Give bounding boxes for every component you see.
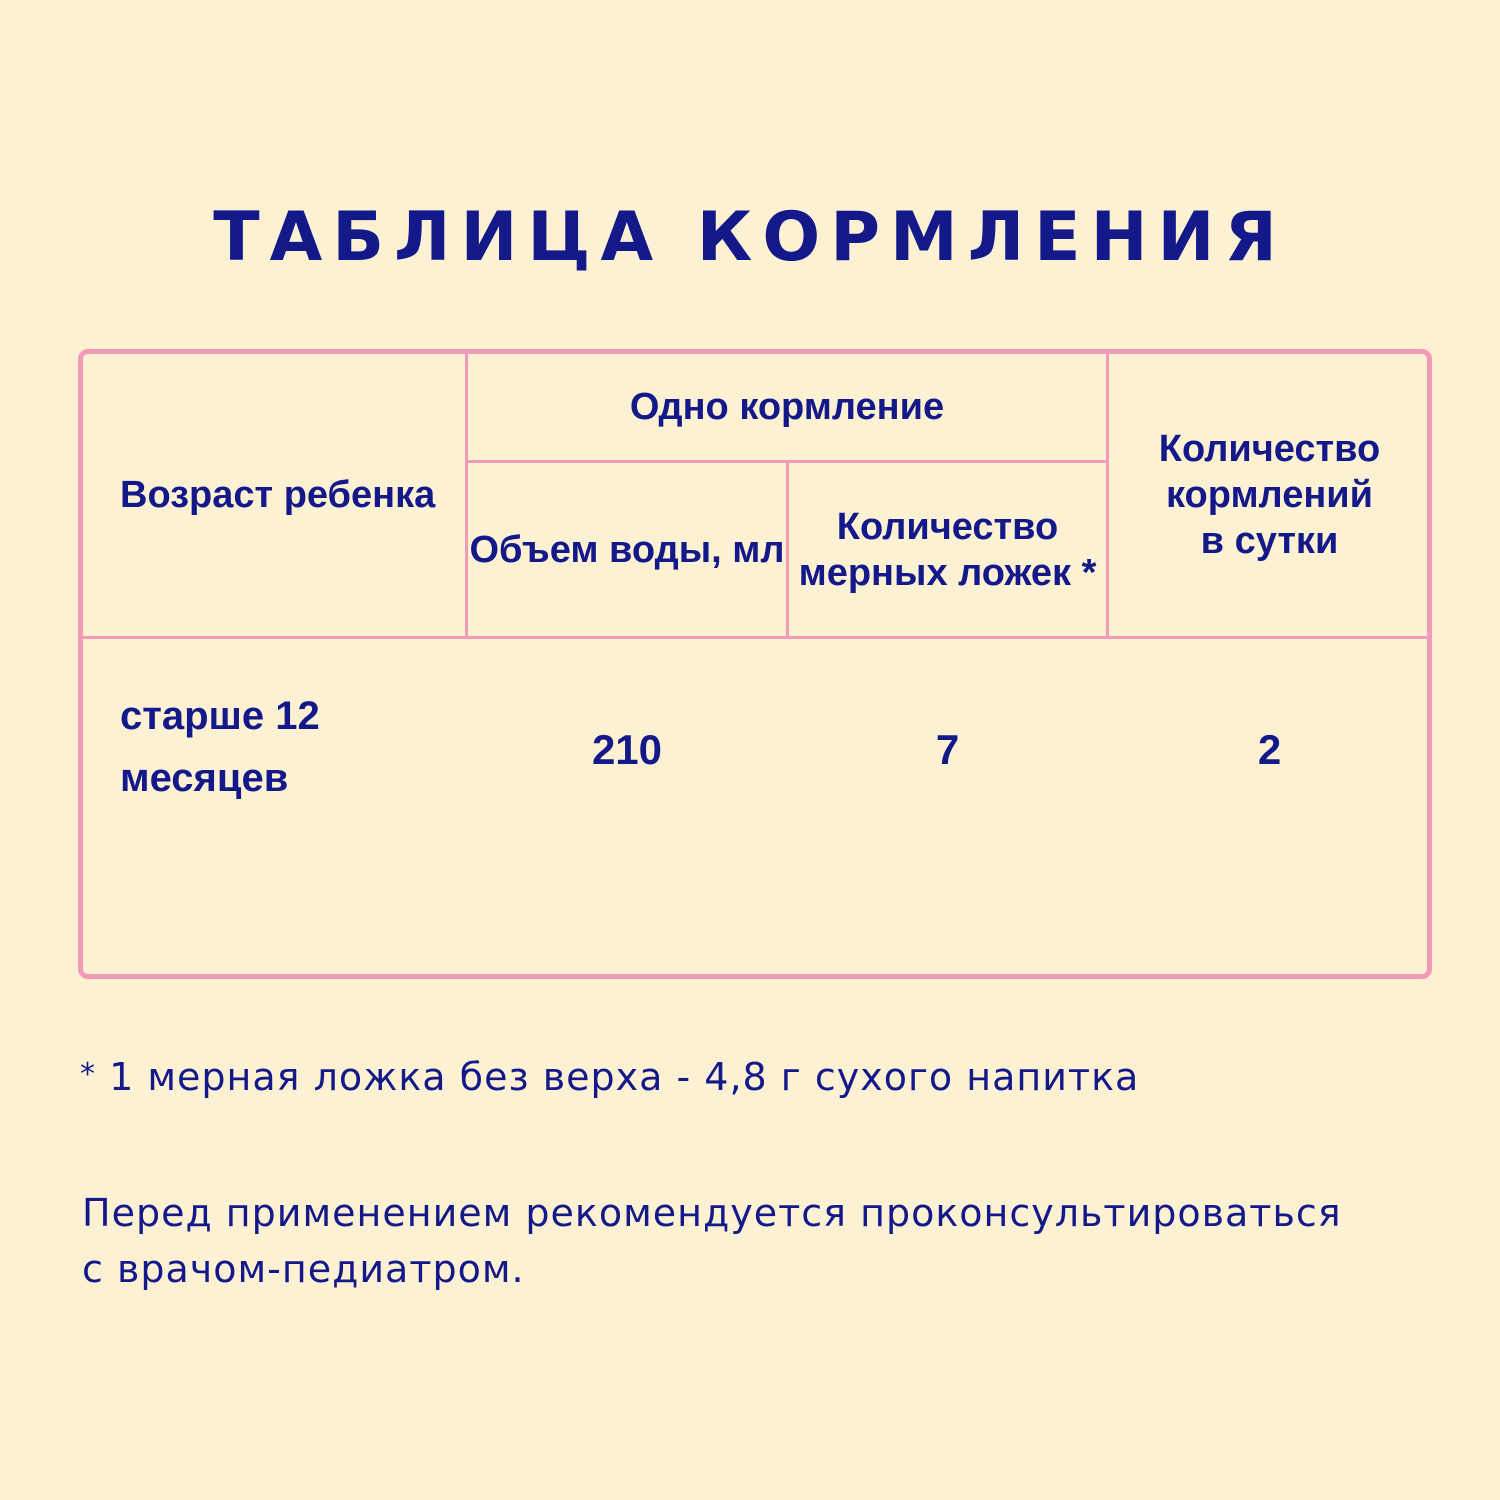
footnote-marker: * xyxy=(80,1057,96,1092)
table-divider-horizontal-header xyxy=(80,636,1430,639)
footnote xyxy=(80,1050,1139,1102)
header-spoons-label: Количество мерных ложек * xyxy=(798,505,1097,594)
row-feedings-per-day xyxy=(1109,720,1430,780)
header-one-feeding xyxy=(468,354,1106,460)
page-title: ТАБЛИЦА КОРМЛЕНИЯ xyxy=(213,198,1287,277)
header-water-volume xyxy=(468,463,786,636)
footnote-text: 1 мерная ложка без верха - 4,8 г сухого напитка xyxy=(96,1055,1140,1099)
header-water-volume-label: Объем воды, мл xyxy=(469,528,785,571)
row-spoons-value: 7 xyxy=(935,726,960,773)
row-feedings-per-day-value: 2 xyxy=(1257,726,1282,773)
header-age-label: Возраст ребенка xyxy=(120,474,436,516)
row-age xyxy=(120,685,465,815)
header-one-feeding-label: Одно кормление xyxy=(629,386,945,428)
header-spoons xyxy=(789,463,1106,636)
header-feedings-per-day-label: Количество кормлений в сутки xyxy=(1158,428,1381,562)
header-feedings-per-day xyxy=(1109,354,1430,636)
header-age xyxy=(120,354,465,636)
advice-text: Перед применением рекомендуется проконсультироваться с врачом-педиатром. xyxy=(82,1191,1342,1291)
row-water-volume-value: 210 xyxy=(591,726,663,773)
row-spoons xyxy=(789,720,1106,780)
row-age-value: старше 12 месяцев xyxy=(120,694,320,800)
row-water-volume xyxy=(468,720,786,780)
